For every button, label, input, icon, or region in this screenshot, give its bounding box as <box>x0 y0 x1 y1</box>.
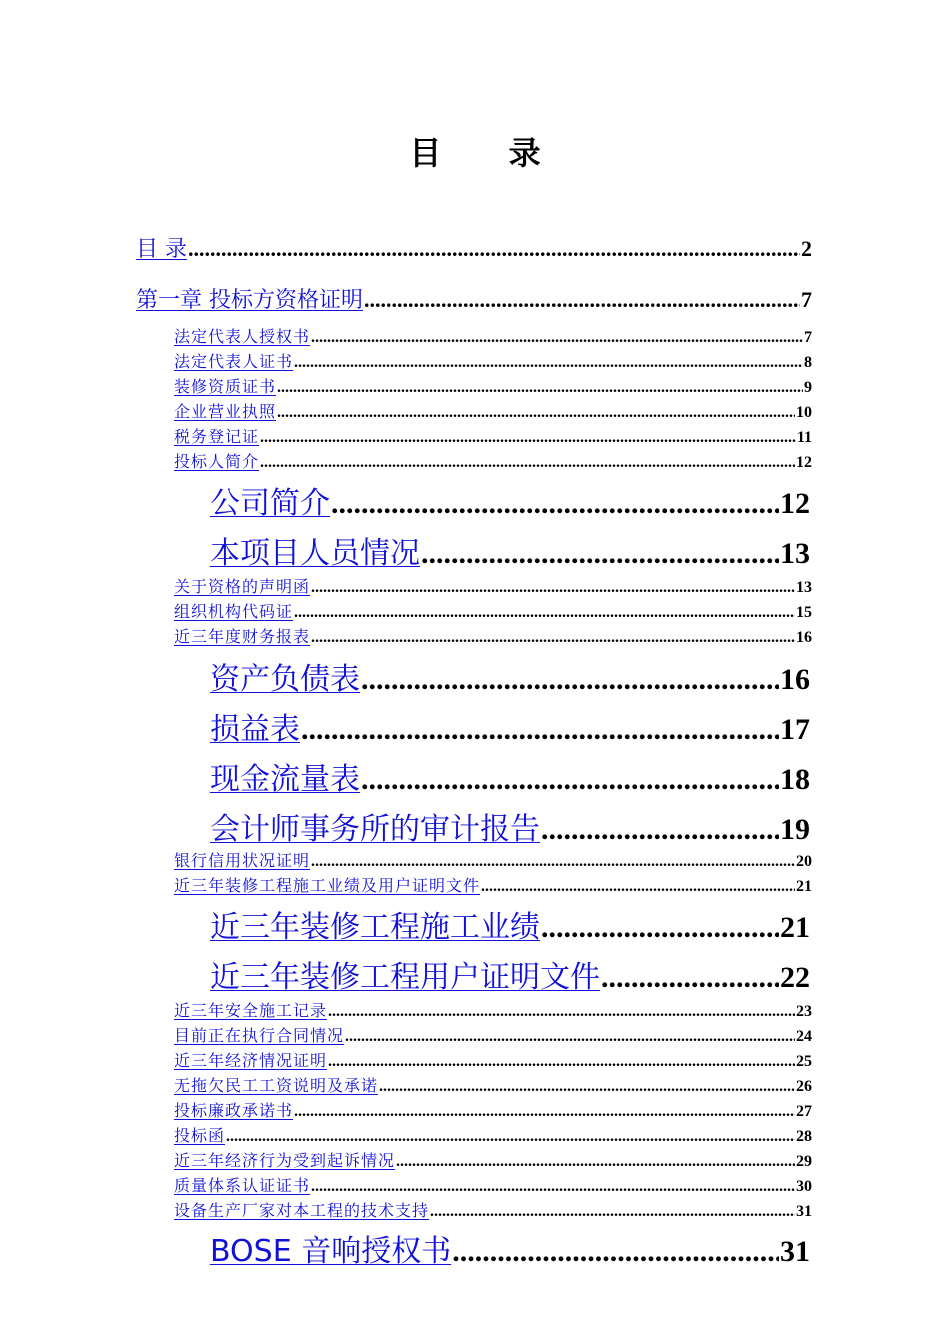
toc-entry[interactable] <box>168 1148 812 1170</box>
toc-entry-label[interactable]: 目前正在执行合同情况 <box>174 1026 345 1045</box>
toc-page-number: 26 <box>796 1078 812 1095</box>
toc-page-number: 12 <box>796 454 812 471</box>
toc-entry[interactable] <box>168 998 812 1020</box>
toc-dot-leader <box>361 763 779 797</box>
toc-page-number: 7 <box>804 329 812 346</box>
toc-entry-label[interactable]: 目 录 <box>136 237 187 262</box>
toc-entry[interactable] <box>168 873 812 895</box>
toc-entry-label[interactable]: 装修资质证书 <box>174 377 277 396</box>
toc-entry[interactable] <box>168 1173 812 1195</box>
toc-entry[interactable] <box>168 574 812 596</box>
toc-dot-leader <box>260 454 795 472</box>
toc-entry[interactable] <box>136 232 812 262</box>
toc-page-number: 27 <box>796 1103 812 1120</box>
toc-dot-leader <box>481 878 795 896</box>
toc-dot-leader <box>260 429 796 447</box>
toc-entry[interactable] <box>200 528 810 571</box>
toc-entry-label[interactable]: 企业营业执照 <box>174 402 277 421</box>
toc-dot-leader <box>294 1103 795 1121</box>
toc-entry[interactable] <box>200 704 810 747</box>
toc-dot-leader <box>311 329 803 347</box>
toc-entry[interactable] <box>136 283 812 313</box>
toc-entry[interactable] <box>168 349 812 371</box>
toc-page-number: 12 <box>780 487 810 520</box>
toc-entry-label[interactable]: 第一章 投标方资格证明 <box>136 288 363 313</box>
toc-entry[interactable] <box>168 1023 812 1045</box>
toc-page-number: 21 <box>796 878 812 895</box>
toc-page-number: 8 <box>804 354 812 371</box>
toc-entry[interactable] <box>168 624 812 646</box>
toc-page-number: 18 <box>780 763 810 796</box>
toc-dot-leader <box>541 911 779 945</box>
toc-entry[interactable] <box>168 399 812 421</box>
toc-dot-leader <box>541 813 779 847</box>
toc-entry-label[interactable]: 公司简介 <box>210 486 330 521</box>
toc-entry-label[interactable]: 本项目人员情况 <box>210 536 420 571</box>
toc-entry-label[interactable]: 近三年装修工程施工业绩及用户证明文件 <box>174 876 481 895</box>
toc-page-number: 31 <box>796 1203 812 1220</box>
toc-entry[interactable] <box>168 1123 812 1145</box>
toc-dot-leader <box>294 604 795 622</box>
toc-entry[interactable] <box>168 324 812 346</box>
toc-entry-label[interactable]: 投标函 <box>174 1126 226 1145</box>
toc-dot-leader <box>311 629 795 647</box>
toc-page-number: 20 <box>796 853 812 870</box>
toc-entry-label[interactable]: 设备生产厂家对本工程的技术支持 <box>174 1201 430 1220</box>
toc-entry-label[interactable]: 近三年经济行为受到起诉情况 <box>174 1151 396 1170</box>
toc-entry-label[interactable]: 现金流量表 <box>210 762 360 797</box>
toc-entry-label[interactable]: 投标人简介 <box>174 452 260 471</box>
toc-entry[interactable] <box>168 1098 812 1120</box>
toc-dot-leader <box>331 487 779 521</box>
toc-dot-leader <box>277 379 803 397</box>
toc-page-number: 25 <box>796 1053 812 1070</box>
toc-page-number: 10 <box>796 404 812 421</box>
toc-page-number: 23 <box>796 1003 812 1020</box>
toc-dot-leader <box>226 1128 795 1146</box>
toc-entry-label[interactable]: 近三年经济情况证明 <box>174 1051 328 1070</box>
toc-entry-label[interactable]: 组织机构代码证 <box>174 602 294 621</box>
toc-entry[interactable] <box>168 848 812 870</box>
toc-entry[interactable] <box>200 952 810 995</box>
toc-dot-leader <box>379 1078 795 1096</box>
toc-entry[interactable] <box>168 599 812 621</box>
toc-entry-label[interactable]: 质量体系认证证书 <box>174 1176 311 1195</box>
toc-page-number: 15 <box>796 604 812 621</box>
toc-page-number: 16 <box>796 629 812 646</box>
page-title: 目 录 <box>409 134 569 172</box>
toc-dot-leader <box>601 961 779 995</box>
toc-entry-label[interactable]: 投标廉政承诺书 <box>174 1101 294 1120</box>
toc-dot-leader <box>361 663 779 697</box>
toc-dot-leader <box>301 713 779 747</box>
toc-dot-leader <box>421 537 779 571</box>
toc-dot-leader <box>328 1053 795 1071</box>
toc-entry[interactable] <box>168 1198 812 1220</box>
toc-entry[interactable] <box>200 1226 810 1269</box>
toc-dot-leader <box>311 853 795 871</box>
toc-entry-label[interactable]: 无拖欠民工工资说明及承诺 <box>174 1076 379 1095</box>
toc-entry-label[interactable]: BOSE 音响授权书 <box>210 1234 452 1269</box>
toc-dot-leader <box>277 404 795 422</box>
toc-entry-label[interactable]: 近三年装修工程用户证明文件 <box>210 960 600 995</box>
toc-page-number: 13 <box>796 579 812 596</box>
toc-page-number: 7 <box>801 287 812 312</box>
toc-page-number: 2 <box>801 236 812 261</box>
toc-dot-leader <box>294 354 803 372</box>
toc-entry-label[interactable]: 法定代表人证书 <box>174 352 294 371</box>
toc-entry[interactable] <box>168 1073 812 1095</box>
toc-page-number: 9 <box>804 379 812 396</box>
toc-dot-leader <box>328 1003 795 1021</box>
toc-page-number: 16 <box>780 663 810 696</box>
toc-entry-label[interactable]: 法定代表人授权书 <box>174 327 311 346</box>
toc-dot-leader <box>188 236 800 262</box>
toc-entry-label[interactable]: 银行信用状况证明 <box>174 851 311 870</box>
toc-page-number: 31 <box>780 1235 810 1268</box>
toc-page-number: 30 <box>796 1178 812 1195</box>
toc-page-number: 28 <box>796 1128 812 1145</box>
toc-dot-leader <box>430 1203 795 1221</box>
toc-dot-leader <box>396 1153 795 1171</box>
toc-page-number: 17 <box>780 713 810 746</box>
toc-page-number: 19 <box>780 813 810 846</box>
toc-entry-label[interactable]: 关于资格的声明函 <box>174 577 311 596</box>
toc-entry-label[interactable]: 税务登记证 <box>174 427 260 446</box>
toc-page-number: 21 <box>780 911 810 944</box>
toc-entry[interactable] <box>200 804 810 847</box>
toc-entry[interactable] <box>200 478 810 521</box>
toc-entry-label[interactable]: 近三年装修工程施工业绩 <box>210 910 540 945</box>
toc-entry[interactable] <box>200 902 810 945</box>
toc-page-number: 24 <box>796 1028 812 1045</box>
toc-entry[interactable] <box>168 374 812 396</box>
toc-page-number: 11 <box>796 429 812 446</box>
toc-entry[interactable] <box>200 754 810 797</box>
toc-entry[interactable] <box>168 424 812 446</box>
toc-page-number: 22 <box>780 961 810 994</box>
toc-entry[interactable] <box>168 1048 812 1070</box>
toc-entry[interactable] <box>168 449 812 471</box>
toc-entry-label[interactable]: 资产负债表 <box>210 662 360 697</box>
toc-entry[interactable] <box>200 654 810 697</box>
toc-dot-leader <box>345 1028 795 1046</box>
toc-dot-leader <box>452 1235 779 1269</box>
toc-entry-label[interactable]: 损益表 <box>210 712 300 747</box>
toc-entry-label[interactable]: 近三年度财务报表 <box>174 627 311 646</box>
toc-dot-leader <box>311 579 795 597</box>
toc-entry-label[interactable]: 会计师事务所的审计报告 <box>210 812 540 847</box>
toc-dot-leader <box>311 1178 795 1196</box>
toc-page-number: 13 <box>780 537 810 570</box>
toc-dot-leader <box>364 287 800 313</box>
toc-page-number: 29 <box>796 1153 812 1170</box>
toc-entry-label[interactable]: 近三年安全施工记录 <box>174 1001 328 1020</box>
